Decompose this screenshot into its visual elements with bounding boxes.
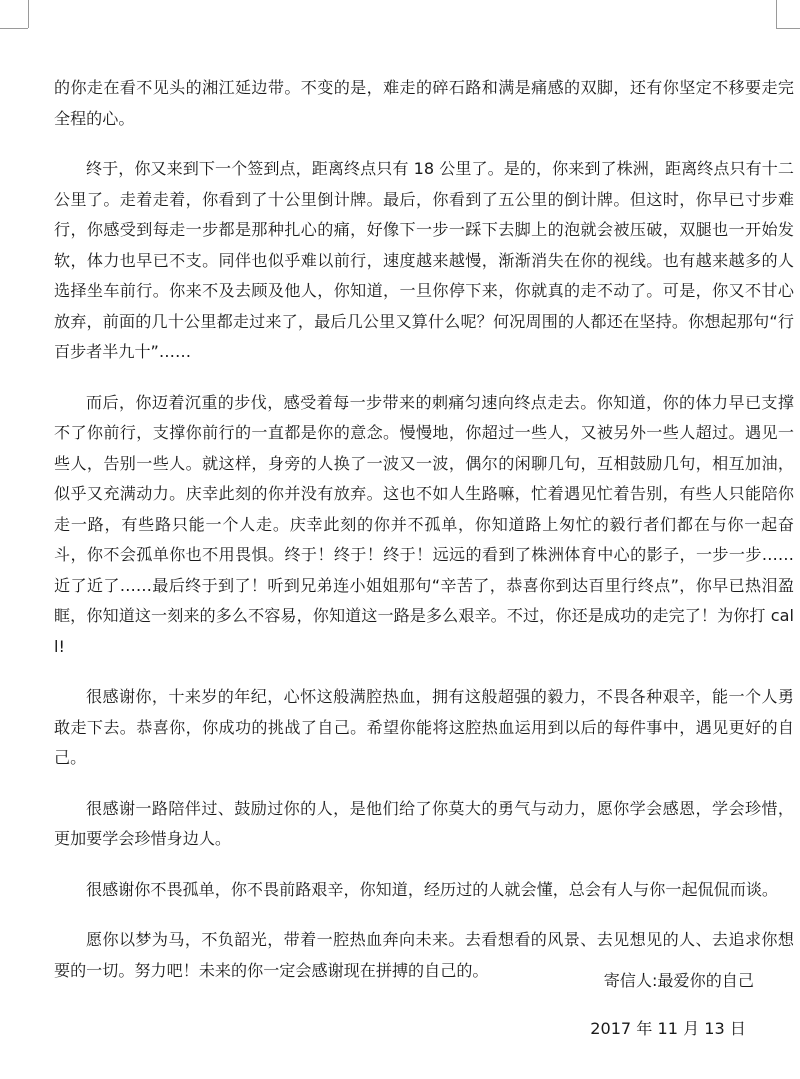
paragraph-2: 终于，你又来到下一个签到点，距离终点只有 18 公里了。是的，你来到了株洲，距离终点只有十二公里了。走着走着，你看到了十公里倒计牌。最后，你看到了五公里的倒计牌。但这时，你早已寸步难行，你感受到每走一步都是那种扎心的痛，好像下一步一踩下去脚上的泡就会被压破，双腿也一开始发软，体力也早已不支。同伴也似乎难以前行，速度越来越慢，渐渐消失在你的视线。也有越来越多的人选择坐车前行。你来不及去顾及他人，你知道，一旦你停下来，你就真的走不动了。可是，你又不甘心放弃，前面的几十公里都走过来了，最后几公里又算什么呢？何况周围的人都还在坚持。你想起那句“行百步者半九十”…… bbox=[54, 159, 794, 361]
crop-mark-top-right-vertical bbox=[776, 0, 777, 28]
letter-date: 2017 年 11 月 13 日 bbox=[590, 1019, 746, 1038]
paragraph-1: 的你走在看不见头的湘江延边带。不变的是，难走的碎石路和满是痛感的双脚，还有你坚定不移要走完全程的心。 bbox=[54, 78, 794, 128]
paragraph-4: 很感谢你，十来岁的年纪，心怀这般满腔热血，拥有这般超强的毅力，不畏各种艰辛，能一个人勇敢走下去。恭喜你，你成功的挑战了自己。希望你能将这腔热血运用到以后的每件事中，遇见更好的自己。 bbox=[54, 687, 794, 767]
letter-signature: 寄信人:最爱你的自己 bbox=[603, 971, 754, 990]
paragraph-3: 而后，你迈着沉重的步伐，感受着每一步带来的刺痛匀速向终点走去。你知道，你的体力早已支撑不了你前行，支撑你前行的一直都是你的意念。慢慢地，你超过一些人，又被另外一些人超过。遇见一些人，告别一些人。就这样，身旁的人换了一波又一波，偶尔的闲聊几句，互相鼓励几句，相互加油，似乎又充满动力。庆幸此刻的你并没有放弃。这也不如人生路嘛，忙着遇见忙着告别，有些人只能陪你走一路，有些路只能一个人走。庆幸此刻的你并不孤单，你知道路上匆忙的毅行者们都在与你一起奋斗，你不会孤单你也不用畏惧。终于！终于！终于！远远的看到了株洲体育中心的影子，一步一步……近了近了……最后终于到了！听到兄弟连小姐姐那句“辛苦了，恭喜你到达百里行终点”，你早已热泪盈眶，你知道这一刻来的多么不容易，你知道这一路是多么艰辛。不过，你还是成功的走完了！为你打 call! bbox=[54, 392, 794, 656]
crop-mark-top-right-horizontal bbox=[776, 28, 800, 29]
document-body bbox=[54, 73, 794, 1006]
crop-mark-top-left-vertical bbox=[28, 0, 29, 28]
paragraph-6: 很感谢你不畏孤单，你不畏前路艰辛，你知道，经历过的人就会懂，总会有人与你一起侃侃而谈。 bbox=[86, 879, 779, 899]
crop-mark-top-left-horizontal bbox=[0, 28, 28, 29]
paragraph-5: 很感谢一路陪伴过、鼓励过你的人，是他们给了你莫大的勇气与动力，愿你学会感恩，学会珍惜，更加要学会珍惜身边人。 bbox=[54, 798, 794, 848]
paragraph-7: 愿你以梦为马，不负韶光，带着一腔热血奔向未来。去看想看的风景、去见想见的人、去追求你想要的一切。努力吧！未来的你一定会感谢现在拼搏的自己的。 bbox=[54, 930, 794, 980]
